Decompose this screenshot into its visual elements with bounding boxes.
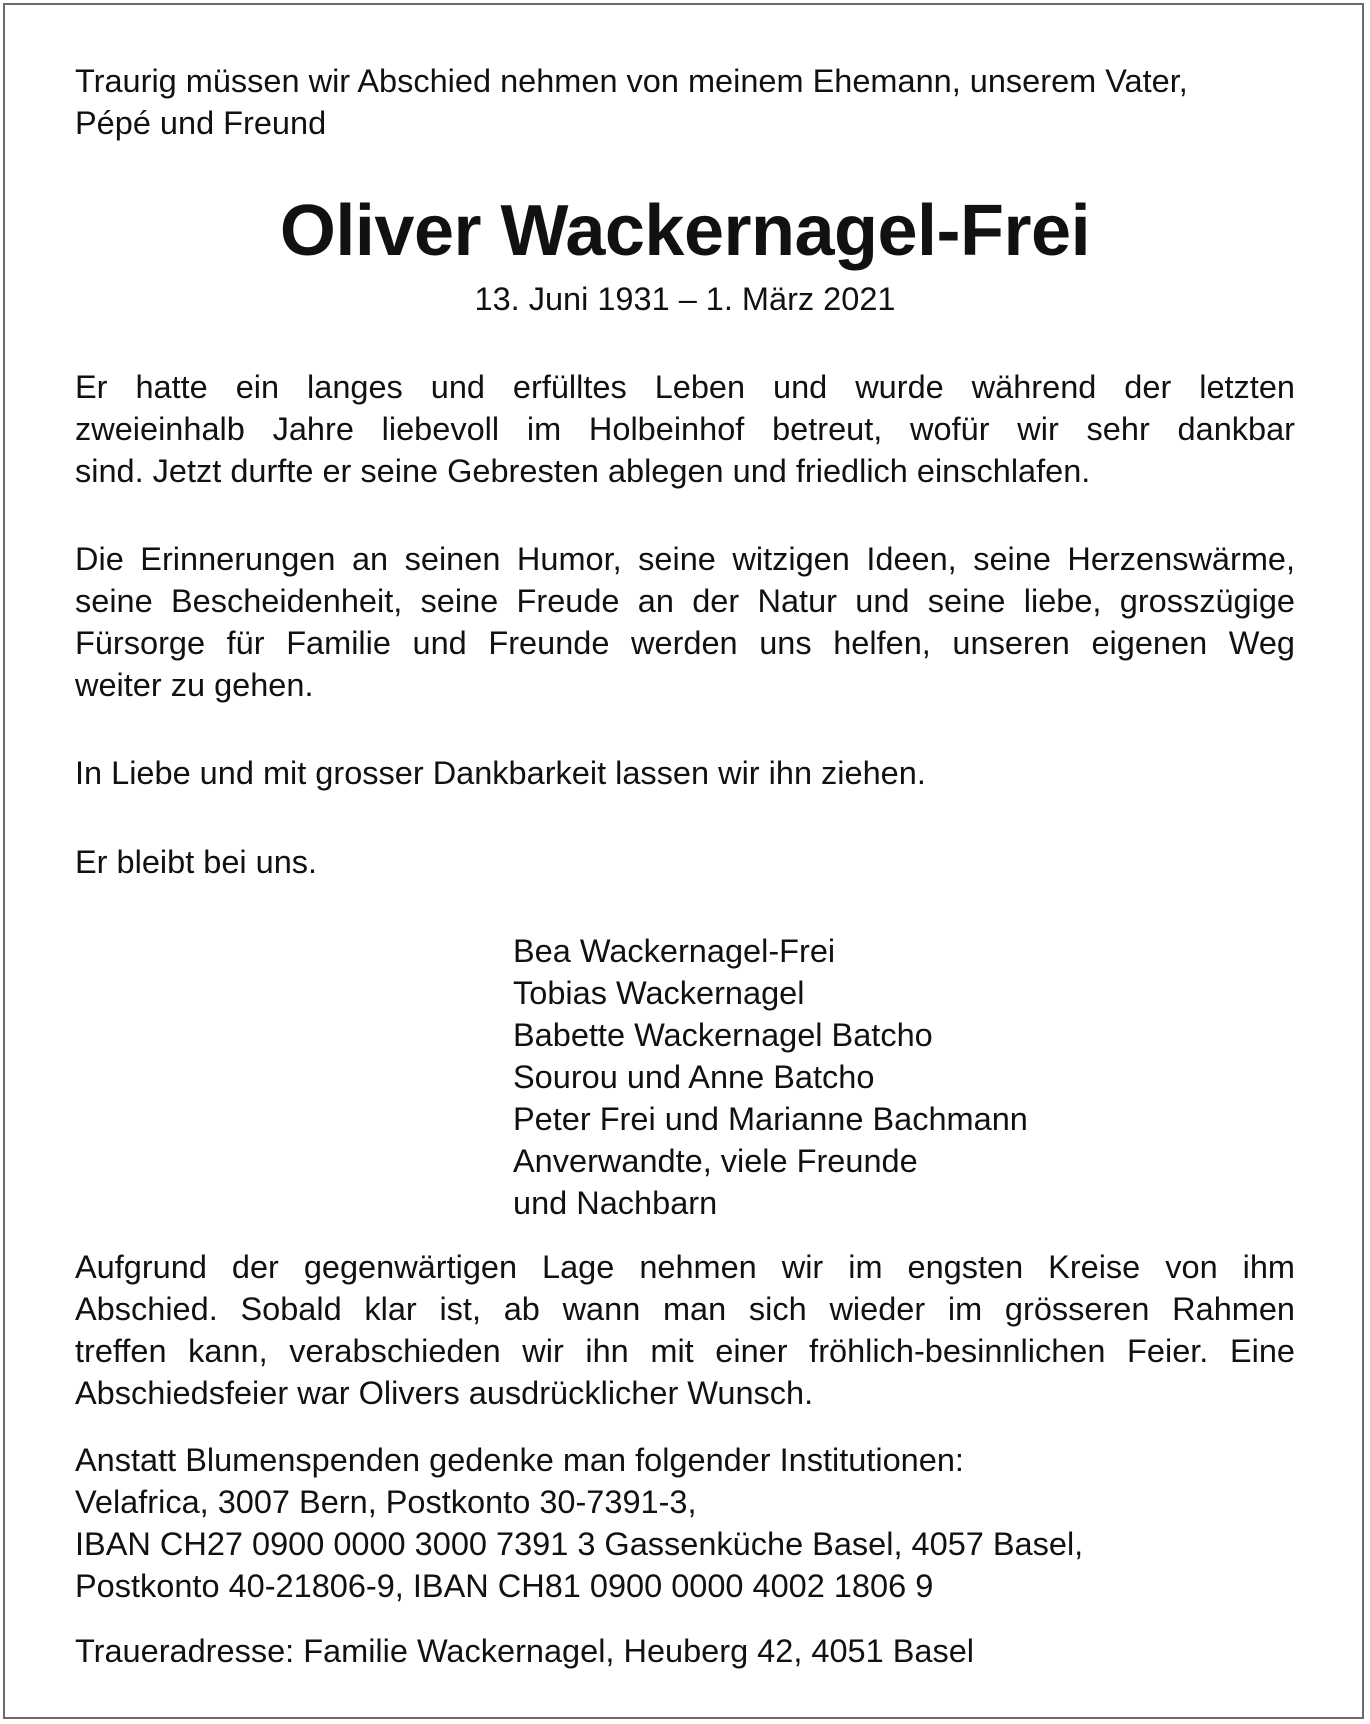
signer-name: Tobias Wackernagel [513,975,805,1011]
signer-name: Sourou und Anne Batcho [513,1059,875,1095]
paragraph-farewell [75,1246,1295,1414]
signer-name: Anverwandte, viele Freunde [513,1143,918,1179]
paragraph-line: weiter zu gehen. [75,667,314,703]
signers-list [513,930,1028,1224]
paragraph-line: Abschiedsfeier war Olivers ausdrücklicher Wunsch. [75,1375,814,1411]
paragraph-gratitude: In Liebe und mit grosser Dankbarkeit lassen wir ihn ziehen. [75,755,926,791]
intro-line: Pépé und Freund [75,105,327,141]
paragraph-line: Die Erinnerungen an seinen Humor, seine witzigen Ideen, seine Herzenswärme, [75,541,1295,577]
paragraph-line: Fürsorge für Familie und Freunde werden uns helfen, unseren eigenen Weg [75,625,1295,661]
paragraph-line: sind. Jetzt durfte er seine Gebresten ablegen und friedlich einschlafen. [75,453,1091,489]
paragraph-remains: Er bleibt bei uns. [75,844,318,880]
signer-name: Bea Wackernagel-Frei [513,933,836,969]
donations-line: IBAN CH27 0900 0000 3000 7391 3 Gassenküche Basel, 4057 Basel, [75,1526,1084,1562]
mourning-address: Traueradresse: Familie Wackernagel, Heuberg 42, 4051 Basel [75,1633,975,1669]
intro-line: Traurig müssen wir Abschied nehmen von meinem Ehemann, unserem Vater, [75,63,1188,99]
signer-name: und Nachbarn [513,1185,718,1221]
donations-line: Postkonto 40-21806-9, IBAN CH81 0900 0000 4002 1806 9 [75,1568,934,1604]
life-dates: 13. Juni 1931 – 1. März 2021 [474,281,896,317]
paragraph-line: zweieinhalb Jahre liebevoll im Holbeinhof betreut, wofür wir sehr dankbar [75,411,1295,447]
paragraph-line: treffen kann, verabschieden wir ihn mit einer fröhlich-besinnlichen Feier. Eine [75,1333,1295,1369]
paragraph-line: Er hatte ein langes und erfülltes Leben und wurde während der letzten [75,369,1295,405]
paragraph-line: seine Bescheidenheit, seine Freude an der Natur und seine liebe, grosszügige [75,583,1295,619]
signer-name: Babette Wackernagel Batcho [513,1017,933,1053]
signer-name: Peter Frei und Marianne Bachmann [513,1101,1028,1137]
intro-text [75,60,1295,144]
paragraph-line: Abschied. Sobald klar ist, ab wann man sich wieder im grösseren Rahmen [75,1291,1295,1327]
deceased-name: Oliver Wackernagel-Frei [279,191,1091,271]
donations-line: Anstatt Blumenspenden gedenke man folgender Institutionen: [75,1442,964,1478]
donations-text [75,1439,1295,1607]
paragraph-life [75,366,1295,492]
paragraph-memories [75,538,1295,706]
paragraph-line: Aufgrund der gegenwärtigen Lage nehmen wir im engsten Kreise von ihm [75,1249,1295,1285]
donations-line: Velafrica, 3007 Bern, Postkonto 30-7391-3, [75,1484,697,1520]
